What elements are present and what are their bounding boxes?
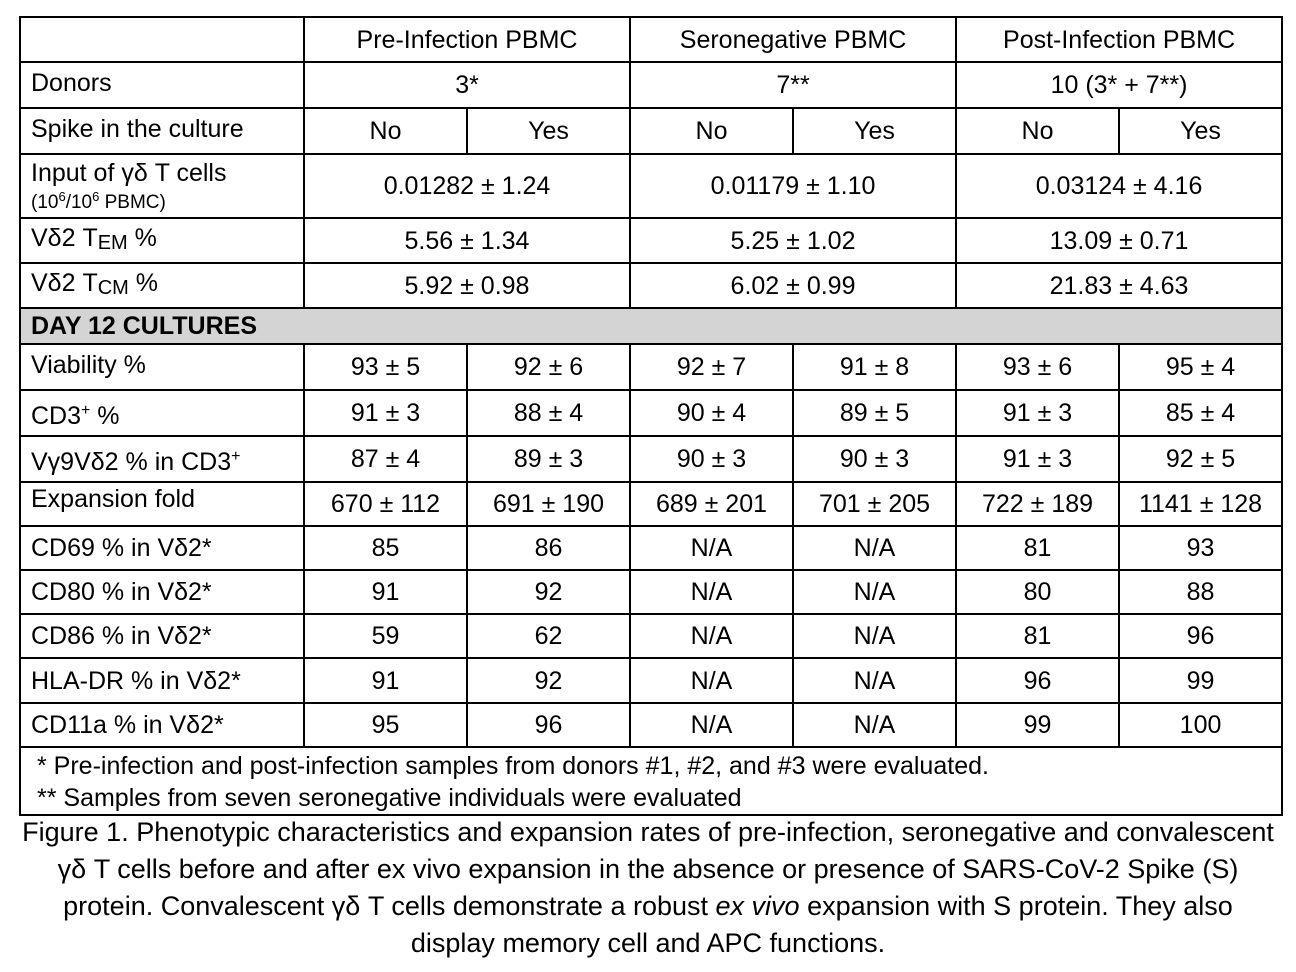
table-cell: 93 ± 5 — [304, 344, 467, 390]
table-cell: N/A — [793, 703, 956, 747]
section-row — [20, 308, 1282, 344]
table-cell: 21.83 ± 4.63 — [956, 263, 1282, 308]
table-cell: 90 ± 3 — [793, 436, 956, 482]
header-row — [20, 17, 1282, 62]
table-cell: No — [630, 108, 793, 154]
table-cell: N/A — [793, 570, 956, 614]
row-label: CD86 % in Vδ2* — [20, 614, 304, 658]
table-row — [20, 526, 1282, 570]
table-cell: 91 ± 3 — [304, 390, 467, 436]
table-cell: 89 ± 5 — [793, 390, 956, 436]
table-cell: No — [956, 108, 1119, 154]
table-cell: N/A — [630, 570, 793, 614]
table-cell: 701 ± 205 — [793, 482, 956, 526]
table-cell: 100 — [1119, 703, 1282, 747]
table-cell: 99 — [956, 703, 1119, 747]
row-label: Vγ9Vδ2 % in CD3+ — [20, 436, 304, 482]
table-cell: No — [304, 108, 467, 154]
row-label: Vδ2 TCM % — [20, 263, 304, 308]
table-cell: 86 — [467, 526, 630, 570]
table-cell: 96 — [956, 658, 1119, 703]
table-row — [20, 703, 1282, 747]
table-cell: 1141 ± 128 — [1119, 482, 1282, 526]
table-cell: 0.01179 ± 1.10 — [630, 154, 956, 218]
input-row — [20, 154, 1282, 218]
table-cell: 80 — [956, 570, 1119, 614]
section-title: DAY 12 CULTURES — [20, 308, 1282, 344]
table-cell: 92 ± 7 — [630, 344, 793, 390]
table-cell: 13.09 ± 0.71 — [956, 218, 1282, 263]
table-cell: 89 ± 3 — [467, 436, 630, 482]
table-cell: 92 — [467, 658, 630, 703]
table-cell: 90 ± 3 — [630, 436, 793, 482]
table-cell: 62 — [467, 614, 630, 658]
table-cell: 59 — [304, 614, 467, 658]
table-cell: 90 ± 4 — [630, 390, 793, 436]
table-row — [20, 658, 1282, 703]
table-cell: 0.03124 ± 4.16 — [956, 154, 1282, 218]
table-row — [20, 390, 1282, 436]
table-cell: N/A — [630, 658, 793, 703]
table-cell: 95 ± 4 — [1119, 344, 1282, 390]
table-cell: Yes — [1119, 108, 1282, 154]
table-cell: 5.25 ± 1.02 — [630, 218, 956, 263]
row-label: CD11a % in Vδ2* — [20, 703, 304, 747]
table-cell: N/A — [630, 526, 793, 570]
table-cell: 689 ± 201 — [630, 482, 793, 526]
notes-row — [20, 747, 1282, 815]
table-cell: 91 ± 3 — [956, 390, 1119, 436]
table-cell: 91 ± 8 — [793, 344, 956, 390]
row-label: Expansion fold — [20, 482, 304, 526]
table-cell: 93 ± 6 — [956, 344, 1119, 390]
table-cell: 91 ± 3 — [956, 436, 1119, 482]
footnote: ** Samples from seven seronegative individuals were evaluated — [37, 784, 742, 812]
table-cell: 87 ± 4 — [304, 436, 467, 482]
table-cell: 691 ± 190 — [467, 482, 630, 526]
table-cell: 88 — [1119, 570, 1282, 614]
header-pre-infection: Pre-Infection PBMC — [304, 17, 630, 62]
figure-caption: Figure 1. Phenotypic characteristics and expansion rates of pre-infection, seronegative and convalescent γδ T cells before and after ex vivo expansion in the absence or presence of SARS-CoV-2 Spike (S) protein. Convalescent γδ T cells demonstrate a robust ex vivo expansion with S protein. They also display memory cell and APC functions. — [22, 817, 1274, 958]
table-cell: 85 ± 4 — [1119, 390, 1282, 436]
footnote: * Pre-infection and post-infection samples from donors #1, #2, and #3 were evaluated. — [37, 752, 989, 780]
row-label: Donors — [20, 62, 304, 108]
row-label: Spike in the culture — [20, 108, 304, 154]
table-cell: 92 ± 6 — [467, 344, 630, 390]
footnotes — [20, 747, 1282, 815]
tem-row — [20, 218, 1282, 263]
table-cell: 99 — [1119, 658, 1282, 703]
header-post-infection: Post-Infection PBMC — [956, 17, 1282, 62]
table-cell: N/A — [630, 614, 793, 658]
table-row — [20, 614, 1282, 658]
table-cell: 91 — [304, 570, 467, 614]
table-cell: 5.92 ± 0.98 — [304, 263, 630, 308]
table-cell: 5.56 ± 1.34 — [304, 218, 630, 263]
table-cell: 93 — [1119, 526, 1282, 570]
table-cell: 81 — [956, 526, 1119, 570]
header-seronegative: Seronegative PBMC — [630, 17, 956, 62]
table-cell: 88 ± 4 — [467, 390, 630, 436]
table-cell: N/A — [793, 658, 956, 703]
table-cell: N/A — [793, 526, 956, 570]
table-cell: 92 ± 5 — [1119, 436, 1282, 482]
row-label — [20, 154, 304, 218]
table-cell: 85 — [304, 526, 467, 570]
table-cell: 96 — [1119, 614, 1282, 658]
table-cell: Yes — [793, 108, 956, 154]
table-cell: 96 — [467, 703, 630, 747]
row-label: Vδ2 TEM % — [20, 218, 304, 263]
table-cell: N/A — [630, 703, 793, 747]
table-cell: 95 — [304, 703, 467, 747]
table-cell: 92 — [467, 570, 630, 614]
tcm-row — [20, 263, 1282, 308]
table-cell: Yes — [467, 108, 630, 154]
input-label-main: Input of γδ T cells — [31, 159, 227, 187]
table-cell: 722 ± 189 — [956, 482, 1119, 526]
table-cell: 0.01282 ± 1.24 — [304, 154, 630, 218]
table-cell: N/A — [793, 614, 956, 658]
row-label: CD80 % in Vδ2* — [20, 570, 304, 614]
data-table — [19, 16, 1283, 816]
spike-row — [20, 108, 1282, 154]
donors-row — [20, 62, 1282, 108]
table-cell: 91 — [304, 658, 467, 703]
table-cell: 81 — [956, 614, 1119, 658]
row-label: Viability % — [20, 344, 304, 390]
table-row — [20, 482, 1282, 526]
table-cell: 6.02 ± 0.99 — [630, 263, 956, 308]
table-cell: 3* — [304, 62, 630, 108]
row-label: CD69 % in Vδ2* — [20, 526, 304, 570]
header-corner — [20, 17, 304, 62]
table-cell: 10 (3* + 7**) — [956, 62, 1282, 108]
row-label: HLA-DR % in Vδ2* — [20, 658, 304, 703]
table-cell: 7** — [630, 62, 956, 108]
input-label-unit: ($10^6/10^6$ PBMC) — [31, 189, 166, 213]
table-row — [20, 344, 1282, 390]
row-label: CD3+ % — [20, 390, 304, 436]
table-row — [20, 436, 1282, 482]
table-row — [20, 570, 1282, 614]
table-cell: 670 ± 112 — [304, 482, 467, 526]
